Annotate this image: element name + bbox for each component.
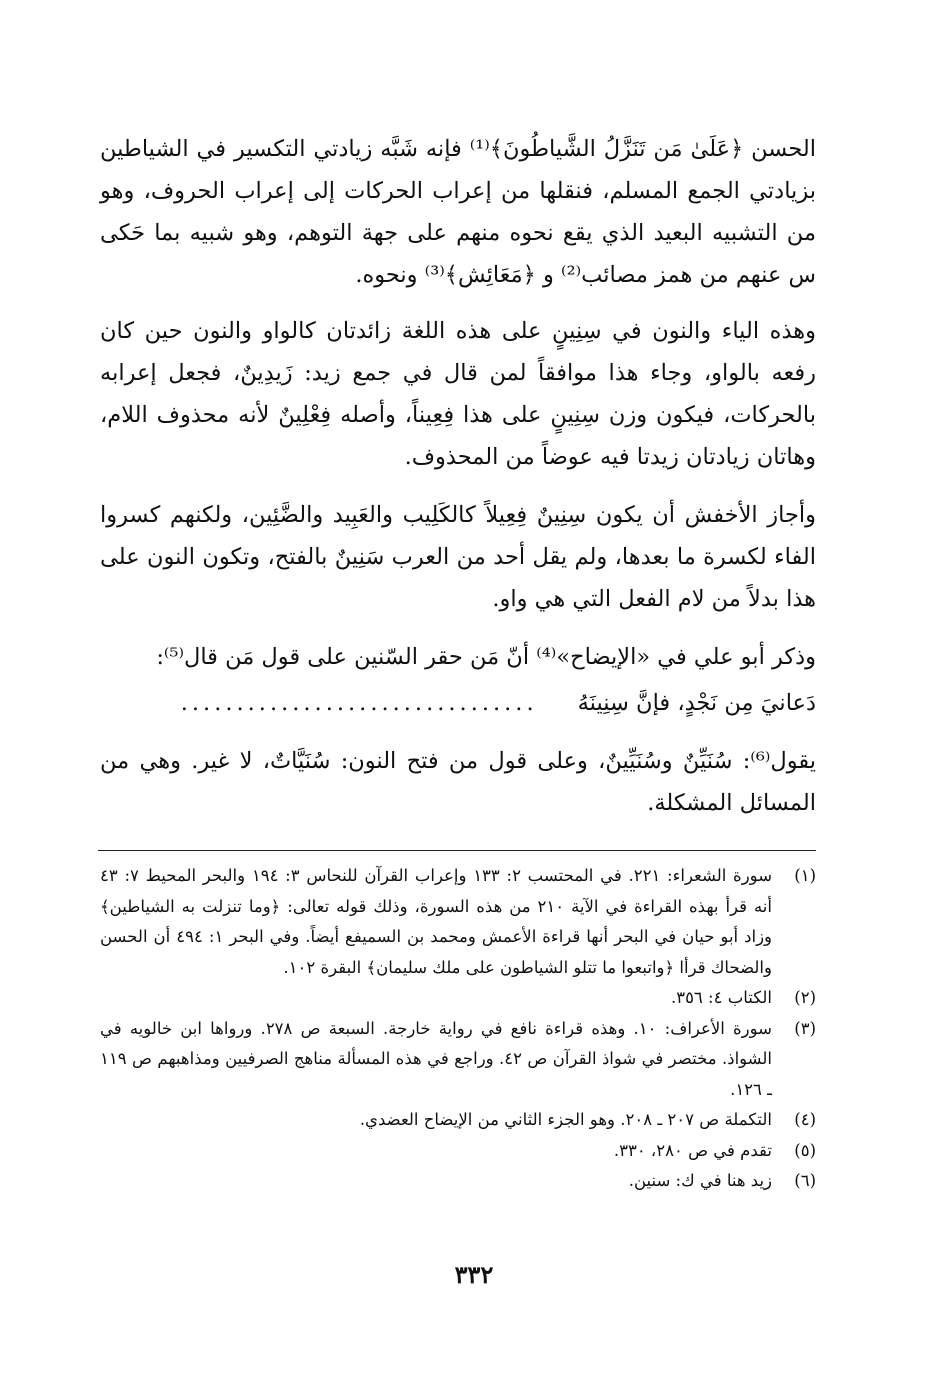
verse-first-half: دَعانيَ مِن نَجْدٍ، فإنَّ سِنِينَهُ xyxy=(577,690,816,716)
footnote-6 xyxy=(100,1166,816,1197)
footnote-5 xyxy=(100,1136,816,1167)
footnotes xyxy=(100,861,816,1197)
footnote-3 xyxy=(100,1014,816,1106)
footnote-number: (٤) xyxy=(794,1110,816,1129)
paragraph-2: وهذه الياء والنون في سِنِينٍ على هذه اللغة زائدتان كالواو والنون حين كان رفعه بالواو، وجاء هذا موافقاً لمن قال في جمع زيد: زَيدِينٌ، فجعل إعرابه بالحركات، فيكون وزن سِنِينٍ على هذا فِعِيناً، وأصله فِعْلِينٌ لأنه محذوف اللام، وهاتان زيادتان زيدتا فيه عوضاً من المحذوف. xyxy=(100,318,816,470)
footnote-text: سورة الأعراف: ١٠. وهذه قراءة نافع في رواية خارجة. السبعة ص ٢٧٨. ورواها ابن خالويه في الشواذ. مختصر في شواذ القرآن ص ٤٢. وراجع في هذه المسألة مناهج الصرفيين ومذاهبهم ص ١١٩ ـ ١٢٦. xyxy=(100,1018,773,1099)
page-number: ٣٣٢ xyxy=(454,1260,494,1289)
paragraph-4: وذكر أبو علي في «الإيضاح»⁽⁴⁾ أنّ مَن حقر السّنين على قول مَن قال⁽⁵⁾: xyxy=(156,644,816,670)
footnote-number: (٦) xyxy=(794,1171,816,1190)
closing-paragraph: يقول⁽⁶⁾: سُنَيِّنٌ وسُنَيِّينٌ، وعلى قول من فتح النون: سُنَيَّاتٌ، لا غير. وهي من المسائل المشكلة. xyxy=(100,748,816,816)
footnote-number: (٢) xyxy=(794,988,816,1007)
footnote-text: سورة الشعراء: ٢٢١. في المحتسب ٢: ١٣٣ وإعراب القرآن للنحاس ٣: ١٩٤ والبحر المحيط ٧: ٤٣ أنه قرأ بهذه القراءة في الآية ٢١٠ من هذه السورة، وذلك قوله تعالى: ﴿وما تنزلت به الشياطين﴾ وزاد أبو حيان في البحر أنها قراءة الأعمش ومحمد بن السميفع أيضاً. وفي البحر ١: ٤٩٤ أن الحسن والضحاك قرأا ﴿واتبعوا ما تتلو الشياطون على ملك سليمان﴾ البقرة ١٠٢. xyxy=(100,866,773,977)
page-body xyxy=(100,128,816,1197)
paragraph-3: وأجاز الأخفش أن يكون سِنِينٌ فِعِيلاً كالكَلِيب والعَبِيد والضَّئِين، ولكنهم كسروا الفاء لكسرة ما بعدها، ولم يقل أحد من العرب سَنِينٌ بالفتح، وتكون النون على هذا بدلاً من لام الفعل التي هي واو. xyxy=(100,502,816,612)
footnote-4 xyxy=(100,1105,816,1136)
footnote-2 xyxy=(100,983,816,1014)
footnote-1 xyxy=(100,861,816,983)
verse-line xyxy=(100,682,816,724)
footnote-number: (١) xyxy=(794,866,816,885)
footnote-divider xyxy=(98,850,816,851)
paragraph-1: الحسن ﴿عَلَىٰ مَن تَنَزَّلُ الشَّياطُونَ﴾⁽¹⁾ فإنه شَبَّه زيادتي التكسير في الشياطين بزيادتي الجمع المسلم، فنقلها من إعراب الحركات إلى إعراب الحروف، وهو من التشبيه البعيد الذي يقع نحوه منهم على جهة التوهم، وهو شبيه بما حَكى س عنهم من همز مصائب⁽²⁾ و ﴿مَعَائِش﴾⁽³⁾ ونحوه. xyxy=(100,136,816,288)
verse-second-half: ................................ xyxy=(180,690,538,716)
footnote-text: تقدم في ص ٢٨٠، ٣٣٠. xyxy=(613,1140,772,1160)
footnote-number: (٣) xyxy=(794,1018,816,1038)
footnote-text: التكملة ص ٢٠٧ ـ ٢٠٨. وهو الجزء الثاني من الإيضاح العضدي. xyxy=(359,1110,772,1129)
footnote-text: الكتاب ٤: ٣٥٦. xyxy=(670,988,772,1007)
footnote-number: (٥) xyxy=(794,1140,816,1160)
footnote-text: زيد هنا في ك: سنين. xyxy=(628,1171,772,1190)
